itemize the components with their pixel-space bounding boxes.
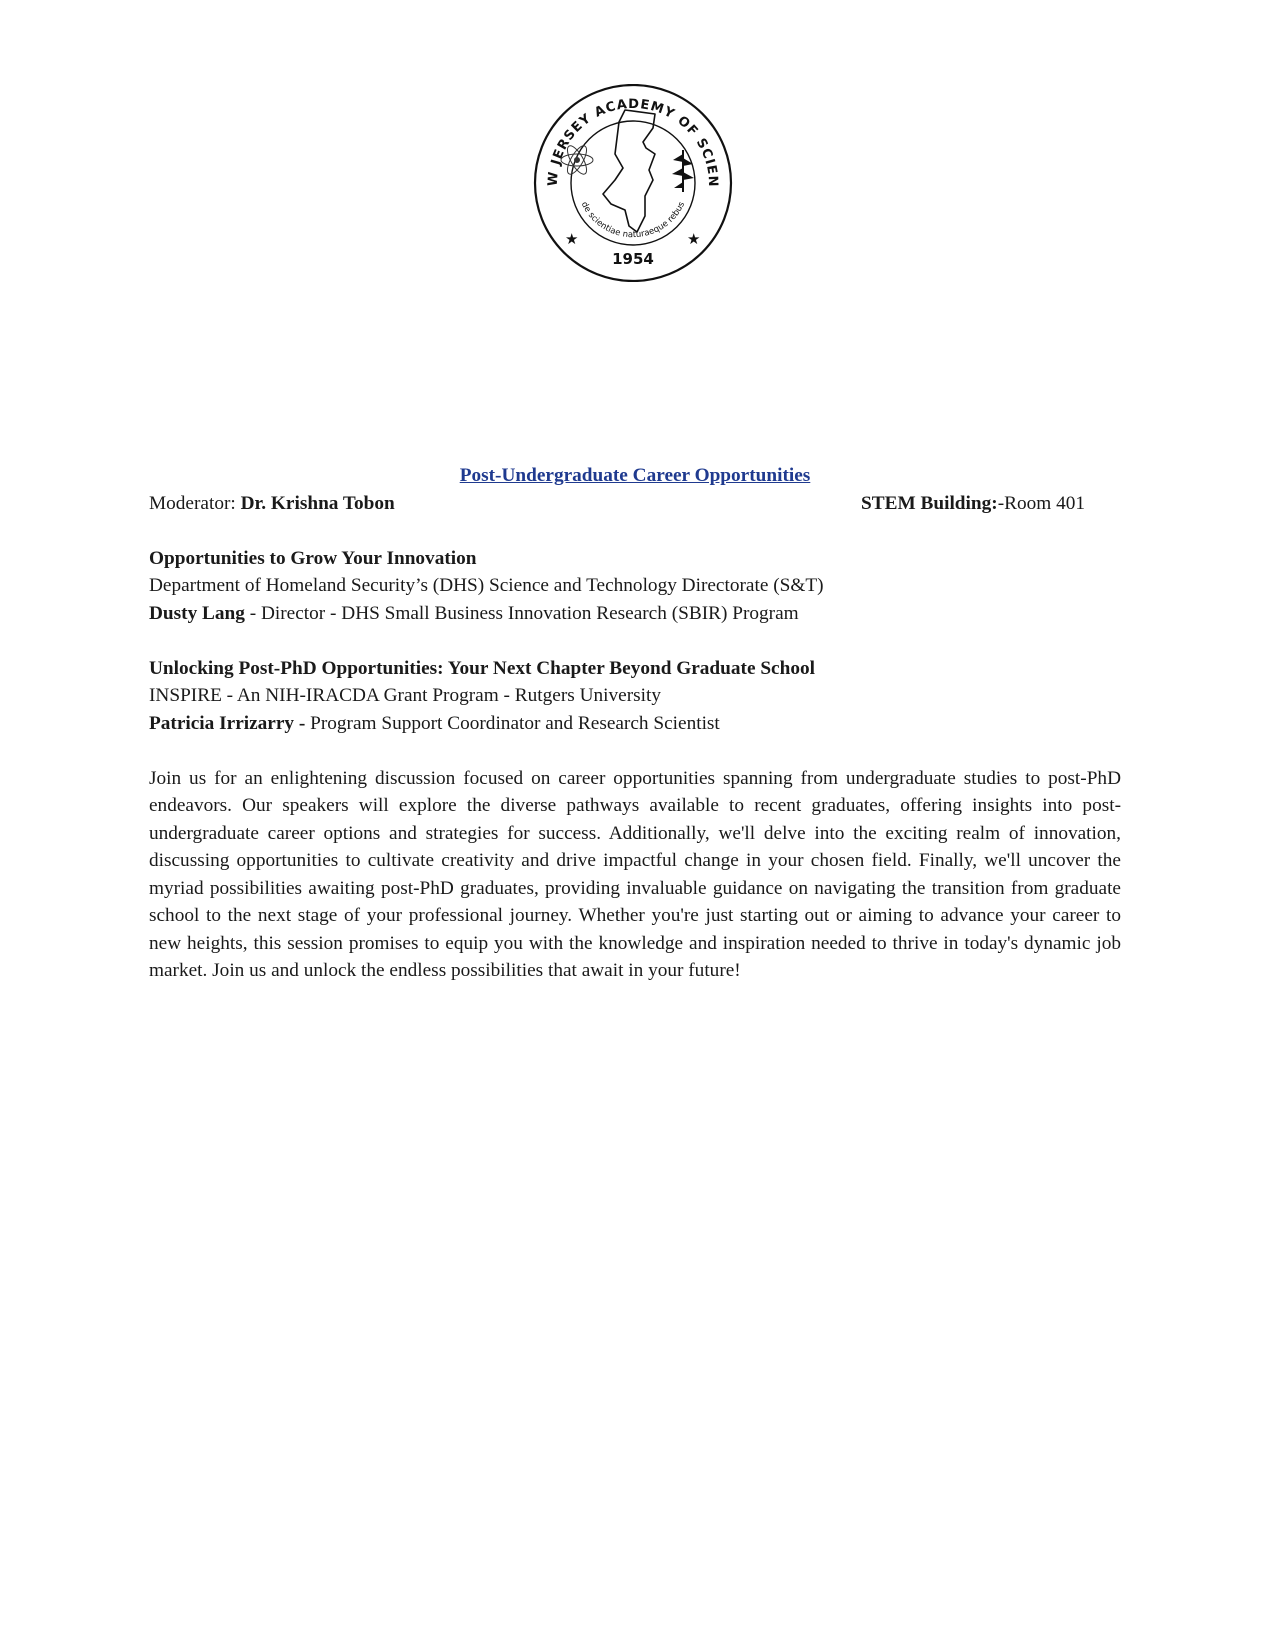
location-label: STEM Building: bbox=[861, 492, 998, 514]
svg-text:NEW JERSEY ACADEMY OF SCIENCE bbox=[527, 84, 720, 188]
talk-1 bbox=[149, 545, 1121, 628]
seal-year: 1954 bbox=[612, 250, 654, 268]
new-jersey-map-icon bbox=[603, 110, 655, 232]
talk-1-title: Opportunities to Grow Your Innovation bbox=[149, 547, 477, 569]
session-title-link[interactable]: Post-Undergraduate Career Opportunities bbox=[459, 465, 811, 486]
talk-1-speaker-line bbox=[149, 600, 1121, 628]
talk-2-org: INSPIRE - An NIH-IRACDA Grant Program - Rutgers University bbox=[149, 685, 661, 706]
moderator-row bbox=[149, 490, 1121, 518]
star-icon-left: ★ bbox=[565, 230, 579, 248]
seal-top-text: W JERSEY ACADEMY OF SCIEN bbox=[545, 96, 721, 188]
moderator-label: Moderator: bbox=[149, 492, 236, 514]
plant-icon bbox=[672, 150, 694, 192]
talk-2 bbox=[149, 655, 1121, 738]
session-title-wrap bbox=[149, 462, 1121, 490]
moderator-name: Dr. Krishna Tobon bbox=[240, 492, 395, 514]
talk-2-title: Unlocking Post-PhD Opportunities: Your Next Chapter Beyond Graduate School bbox=[149, 657, 815, 679]
talk-2-speaker: Patricia Irrizarry - bbox=[149, 712, 306, 734]
talk-2-speaker-line bbox=[149, 710, 1121, 738]
talk-1-org: Department of Homeland Security’s (DHS) Science and Technology Directorate (S&T) bbox=[149, 575, 824, 596]
document-body bbox=[149, 462, 1121, 985]
location bbox=[861, 490, 1085, 518]
svg-text:de scientiae naturaeque rebus bbox=[579, 200, 688, 240]
seal-motto: de scientiae naturaeque rebus bbox=[578, 200, 688, 241]
star-icon-right: ★ bbox=[687, 230, 701, 248]
moderator bbox=[149, 490, 395, 518]
talk-1-role: - Director - DHS Small Business Innovation Research (SBIR) Program bbox=[244, 602, 799, 624]
location-value: -Room 401 bbox=[997, 492, 1085, 514]
session-description: Join us for an enlightening discussion focused on career opportunities spanning from undergraduate studies to post-PhD endeavors. Our speakers will explore the diverse pathways available to recent graduates, offering insights into post-undergraduate career options and strategies for success. Additionally, we'll delve into the exciting realm of innovation, discussing opportunities to cultivate creativity and drive impactful change in your chosen field. Finally, we'll uncover the myriad possibilities awaiting post-PhD graduates, providing invaluable guidance on navigating the transition from graduate school to the next stage of your professional journey. Whether you're just starting out or aiming to advance your career to new heights, this session promises to equip you with the knowledge and inspiration needed to thrive in today's dynamic job market. Join us and unlock the endless possibilities that await in your future! bbox=[149, 767, 1121, 981]
seal-graphic bbox=[527, 84, 739, 282]
academy-seal bbox=[527, 84, 739, 282]
talk-1-speaker: Dusty Lang bbox=[149, 602, 245, 624]
talk-2-role: Program Support Coordinator and Research Scientist bbox=[305, 712, 720, 734]
